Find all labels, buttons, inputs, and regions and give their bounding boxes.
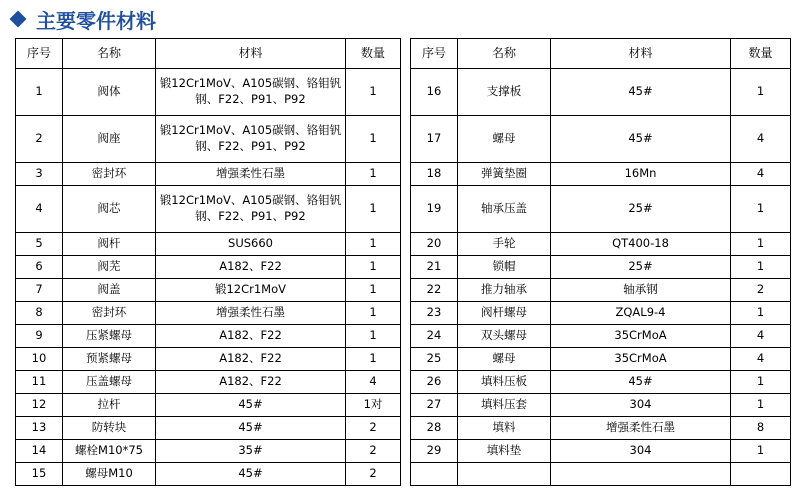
cell-qty: 1: [346, 302, 401, 325]
cell-material: 35CrMoA: [551, 348, 731, 371]
section-title: [4, 4, 156, 34]
cell-no: 29: [411, 440, 458, 463]
table-row: [411, 256, 791, 279]
cell-name: 填料垫: [458, 440, 551, 463]
parts-table-left: [15, 38, 401, 486]
cell-qty: 4: [731, 163, 791, 186]
table-row: [411, 69, 791, 116]
cell-qty: 2: [731, 279, 791, 302]
table-row: [16, 69, 401, 116]
table-row: [411, 463, 791, 486]
cell-material: [551, 463, 731, 486]
cell-material: A182、F22: [156, 371, 346, 394]
cell-name: 预紧螺母: [63, 348, 156, 371]
cell-name: 压盖螺母: [63, 371, 156, 394]
table-row: [16, 163, 401, 186]
cell-name: 拉杆: [63, 394, 156, 417]
cell-material: 16Mn: [551, 163, 731, 186]
cell-no: 3: [16, 163, 63, 186]
cell-qty: 1: [731, 302, 791, 325]
header-material: 材料: [156, 39, 346, 69]
cell-qty: 1: [346, 256, 401, 279]
cell-no: 6: [16, 256, 63, 279]
cell-qty: 2: [346, 440, 401, 463]
cell-material: 锻12Cr1MoV: [156, 279, 346, 302]
cell-no: 23: [411, 302, 458, 325]
table-row: [16, 417, 401, 440]
cell-material: QT400-18: [551, 233, 731, 256]
cell-material: 增强柔性石墨: [156, 302, 346, 325]
table-row: [411, 394, 791, 417]
cell-name: 阀芯: [63, 186, 156, 233]
table-header-row: [16, 39, 401, 69]
table-row: [411, 417, 791, 440]
cell-material: 45#: [156, 394, 346, 417]
cell-no: 14: [16, 440, 63, 463]
cell-no: 18: [411, 163, 458, 186]
cell-material: A182、F22: [156, 256, 346, 279]
cell-name: 锁帽: [458, 256, 551, 279]
cell-no: 28: [411, 417, 458, 440]
cell-name: 轴承压盖: [458, 186, 551, 233]
cell-no: 15: [16, 463, 63, 486]
cell-qty: 1对: [346, 394, 401, 417]
cell-name: 填料压套: [458, 394, 551, 417]
table-row: [16, 463, 401, 486]
cell-no: 8: [16, 302, 63, 325]
cell-qty: 1: [346, 163, 401, 186]
header-no: 序号: [16, 39, 63, 69]
cell-no: 21: [411, 256, 458, 279]
cell-material: 304: [551, 440, 731, 463]
table-row: [16, 233, 401, 256]
parts-table-right: [410, 38, 791, 486]
cell-no: 11: [16, 371, 63, 394]
cell-no: 19: [411, 186, 458, 233]
table-row: [16, 440, 401, 463]
cell-material: 35#: [156, 440, 346, 463]
header-material: 材料: [551, 39, 731, 69]
table-row: [411, 186, 791, 233]
cell-qty: [731, 463, 791, 486]
cell-no: 13: [16, 417, 63, 440]
header-no: 序号: [411, 39, 458, 69]
cell-no: 27: [411, 394, 458, 417]
cell-name: 阀杆: [63, 233, 156, 256]
cell-material: 45#: [551, 69, 731, 116]
cell-material: 45#: [551, 371, 731, 394]
cell-no: 12: [16, 394, 63, 417]
table-row: [411, 440, 791, 463]
header-name: 名称: [63, 39, 156, 69]
header-qty: 数量: [731, 39, 791, 69]
cell-name: 阀座: [63, 116, 156, 163]
cell-qty: 1: [346, 348, 401, 371]
cell-qty: 1: [346, 233, 401, 256]
header-qty: 数量: [346, 39, 401, 69]
cell-no: 10: [16, 348, 63, 371]
table-row: [411, 348, 791, 371]
cell-name: 填料: [458, 417, 551, 440]
cell-name: 压紧螺母: [63, 325, 156, 348]
cell-qty: 1: [731, 256, 791, 279]
cell-name: 螺母: [458, 348, 551, 371]
cell-name: 阀杆螺母: [458, 302, 551, 325]
cell-no: 9: [16, 325, 63, 348]
table-row: [16, 325, 401, 348]
cell-material: 45#: [156, 417, 346, 440]
cell-qty: 1: [346, 186, 401, 233]
cell-qty: 2: [346, 463, 401, 486]
cell-material: 增强柔性石墨: [551, 417, 731, 440]
table-row: [16, 116, 401, 163]
table-header-row: [411, 39, 791, 69]
cell-no: 25: [411, 348, 458, 371]
cell-no: 26: [411, 371, 458, 394]
cell-material: 轴承钢: [551, 279, 731, 302]
cell-qty: 4: [731, 348, 791, 371]
cell-no: 5: [16, 233, 63, 256]
cell-name: 支撑板: [458, 69, 551, 116]
cell-qty: 1: [731, 186, 791, 233]
cell-name: 螺母M10: [63, 463, 156, 486]
cell-name: 阀体: [63, 69, 156, 116]
cell-qty: 1: [731, 371, 791, 394]
cell-no: 4: [16, 186, 63, 233]
diamond-bullet-icon: [10, 11, 27, 28]
cell-name: [458, 463, 551, 486]
cell-material: 45#: [551, 116, 731, 163]
cell-material: A182、F22: [156, 325, 346, 348]
cell-material: 增强柔性石墨: [156, 163, 346, 186]
cell-no: 20: [411, 233, 458, 256]
cell-qty: 4: [731, 116, 791, 163]
cell-no: 2: [16, 116, 63, 163]
cell-qty: 1: [346, 279, 401, 302]
cell-qty: 2: [346, 417, 401, 440]
cell-name: 阀盖: [63, 279, 156, 302]
cell-name: 密封环: [63, 163, 156, 186]
cell-name: 填料压板: [458, 371, 551, 394]
cell-qty: 1: [731, 440, 791, 463]
cell-material: 锻12Cr1MoV、A105碳钢、铬钼钒钢、F22、P91、P92: [156, 186, 346, 233]
table-row: [411, 325, 791, 348]
table-row: [16, 279, 401, 302]
cell-material: SUS660: [156, 233, 346, 256]
cell-no: 22: [411, 279, 458, 302]
table-row: [16, 186, 401, 233]
cell-material: ZQAL9-4: [551, 302, 731, 325]
cell-name: 弹簧垫圈: [458, 163, 551, 186]
cell-name: 螺栓M10*75: [63, 440, 156, 463]
table-row: [16, 348, 401, 371]
cell-name: 双头螺母: [458, 325, 551, 348]
cell-material: 锻12Cr1MoV、A105碳钢、铬钼钒钢、F22、P91、P92: [156, 116, 346, 163]
cell-material: 25#: [551, 256, 731, 279]
cell-qty: 8: [731, 417, 791, 440]
cell-no: 17: [411, 116, 458, 163]
cell-qty: 4: [346, 371, 401, 394]
cell-name: 阀芜: [63, 256, 156, 279]
section-title-text: 主要零件材料: [36, 8, 156, 33]
cell-name: 防转块: [63, 417, 156, 440]
cell-qty: 1: [346, 116, 401, 163]
cell-name: 推力轴承: [458, 279, 551, 302]
table-row: [16, 394, 401, 417]
cell-material: 304: [551, 394, 731, 417]
cell-qty: 1: [731, 394, 791, 417]
cell-no: 1: [16, 69, 63, 116]
cell-qty: 1: [346, 69, 401, 116]
cell-no: 16: [411, 69, 458, 116]
cell-material: A182、F22: [156, 348, 346, 371]
cell-qty: 1: [731, 69, 791, 116]
table-row: [16, 371, 401, 394]
cell-no: 7: [16, 279, 63, 302]
cell-name: 螺母: [458, 116, 551, 163]
cell-qty: 1: [346, 325, 401, 348]
cell-qty: 1: [731, 233, 791, 256]
table-row: [411, 302, 791, 325]
cell-material: 35CrMoA: [551, 325, 731, 348]
table-row: [16, 302, 401, 325]
table-row: [411, 371, 791, 394]
cell-name: 手轮: [458, 233, 551, 256]
cell-material: 45#: [156, 463, 346, 486]
header-name: 名称: [458, 39, 551, 69]
cell-no: [411, 463, 458, 486]
cell-qty: 4: [731, 325, 791, 348]
table-row: [411, 233, 791, 256]
cell-material: 25#: [551, 186, 731, 233]
table-row: [411, 279, 791, 302]
cell-no: 24: [411, 325, 458, 348]
cell-name: 密封环: [63, 302, 156, 325]
cell-material: 锻12Cr1MoV、A105碳钢、铬钼钒钢、F22、P91、P92: [156, 69, 346, 116]
table-row: [411, 116, 791, 163]
table-row: [16, 256, 401, 279]
table-row: [411, 163, 791, 186]
